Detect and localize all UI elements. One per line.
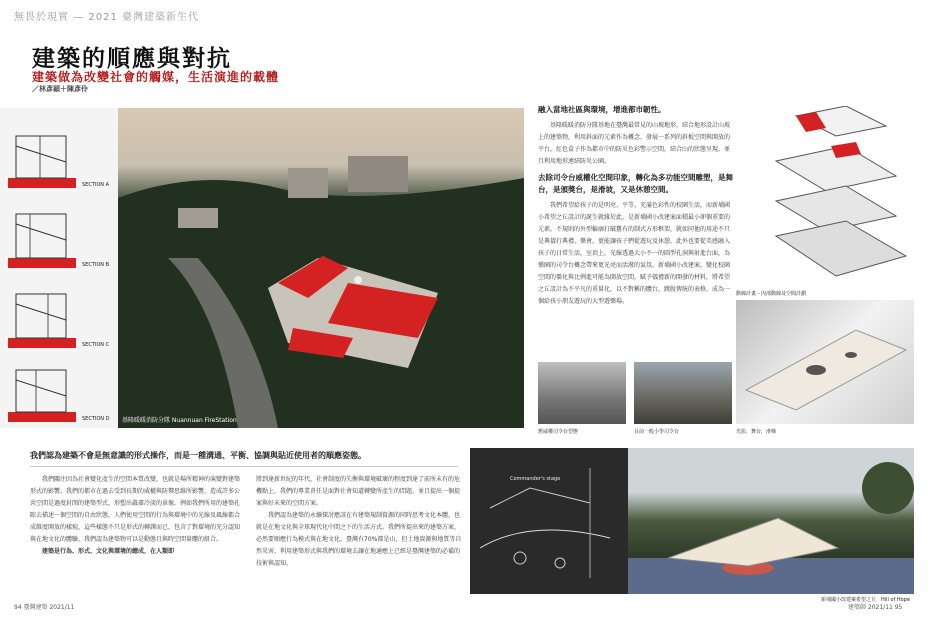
right-paragraph-2: 我們希望給孩子的是明亮、平等、充滿色彩性的校園生活，而新埔國小希望之丘設計的誕生就緣於此，是新埔國小改建案面積最小卻個重要的元素。不規則的外型輪廓打破舊有的制式方形框架，就如同他的用途不只是典儀行典禮、樂會，更能讓孩子們從遊玩及休憩。此外也要從美感融入孩子的日常生活，室頂上，光線透過大小不一的圓型孔洞與射進台面，為樂園的司令台概念帶來更光亮而活潑的氣氛。新埔國小改建案，變化校園空間的僵化與比例進可能為開放空間，賦予儀禮新的開發的材料，將希望之丘設計為不平凡的重量化，以不對稱的體台，跳脫傳統的表格，成為一個給孩小朋友遊玩的大型遊樂場。 bbox=[538, 202, 731, 305]
folio-right: 建築師 2021/11 95 bbox=[848, 604, 903, 611]
article-subtitle: 建築做為改變社會的觸媒，生活演進的載體 bbox=[32, 70, 280, 84]
model-photo bbox=[736, 300, 914, 424]
section-b-label: SECTION B bbox=[82, 262, 110, 268]
model-shape bbox=[736, 300, 914, 424]
right-paragraph-1: 基隆暖暖消防分隊基地在臺灣最常見的山坡地形，結合地形設計山坡上的建築物，利用斜面的元素作為概念，發展一系列的斜板空間與開放的平台。紅色盒子作為都市中的防災色彩警示空間，結合山的狀態呈現，並且利用地形連結防災公園。 bbox=[538, 122, 731, 165]
article-author: ／林彥穎＋陳彥伶 bbox=[32, 85, 88, 93]
article-title: 建築的順應與對抗 bbox=[32, 46, 232, 72]
exploded-axon bbox=[736, 106, 914, 286]
quote-rule bbox=[30, 466, 458, 467]
sketch-panel bbox=[470, 448, 628, 594]
col1-paragraph-1: 我們關注因為社會變化產生的空間本質改變，也就是場所精神的演變對建築形式的影響。我們的都市在過去受到長期的威權與防禦思維所影響，造成許多公共空間是過度封閉的建築型式，形塑出嚴肅冷淡的景像。例如我們所用的建築孔隙去描述一個空間的自由狀態，人們使用空間的行為與環境中的光線及風線都合成維度開放的樣貌，這些樣態不只是形式的轉譯而已，包含了對環境的充分認知與在地文化的體驗。我們認為建築物可以是動態且與時空間量體的組合。 bbox=[30, 476, 241, 543]
col2-paragraph-2: 我們認為建築的永續探討應該在有建築規制資源的同時思考文化本體，也就是在地文化與全球現代化中間之下的生活方式。我們所提出來的建築方案，必然要順應行為模式與在地文化，臺灣有70%都是山，但土地資源與地質等自然災害，利用建築形式與我們的環境去讓在地適應上已經是臺灣建築的必備的技術與認知。 bbox=[256, 512, 462, 567]
model-caption: 光影，舞台，滑梯 bbox=[736, 429, 777, 435]
col1-paragraph-2: 建築是行為、形式、文化與環境的總成，在人類即 bbox=[42, 548, 175, 555]
section-heading-2: 去除司令台威權化空間印象，轉化為多功能空間雕塑，是舞台，是頒獎台，是滑坡，又是休憩空間。 bbox=[538, 173, 733, 194]
section-c-label: SECTION C bbox=[82, 342, 110, 348]
photo-current-stage bbox=[634, 362, 732, 424]
sketch-drawing bbox=[470, 448, 628, 594]
right-text-col bbox=[538, 104, 734, 308]
photo-old-stage bbox=[538, 362, 626, 424]
axon-caption: 動線計畫－內部動線及空間計劃 bbox=[736, 291, 807, 297]
hero-caption: 基隆暖暖消防分隊 Nuannuan FireStation bbox=[122, 417, 237, 424]
section-drawings bbox=[0, 108, 118, 428]
section-a-label: SECTION A bbox=[82, 182, 110, 188]
bottom-photo-caption: 新埔國小改建案希望之丘 Hill of Hope bbox=[821, 597, 910, 603]
body-col-2 bbox=[256, 474, 462, 570]
photo-old-stage-caption: 舊威權司令台型態 bbox=[538, 429, 579, 435]
sketch-label: Commander's stage bbox=[510, 476, 561, 482]
hero-photo bbox=[118, 108, 524, 428]
aerial-scene bbox=[118, 108, 524, 428]
axon-drawing bbox=[736, 106, 914, 286]
col2-paragraph-1: 將到達新世紀的年代，社會制度的失衡與環境破壞的程度到達了前所未有的危機點上，我們的專業責任是面對社會知道轉變所產生的問題，並且提出一個提案與好未來的空間方案。 bbox=[256, 476, 461, 507]
photo-current-stage-caption: 目前一般小學司令台 bbox=[634, 429, 680, 435]
running-header: 無畏於現實 — 2021 臺灣建築新生代 bbox=[14, 12, 199, 23]
section-d-label: SECTION D bbox=[82, 416, 110, 422]
hill-of-hope-photo bbox=[628, 448, 914, 594]
hill-scene bbox=[628, 448, 914, 594]
section-heading-1: 融入當地社區與環境，增進都市韌性。 bbox=[538, 105, 666, 114]
folio-left: 94 臺灣建築 2021/11 bbox=[14, 604, 75, 611]
body-col-1 bbox=[30, 474, 242, 558]
pull-quote: 我們認為建築不會是無意識的形式操作，而是一種溝通、平衡、協調與貼近使用者的順應姿態。 bbox=[30, 451, 366, 460]
section-diagrams bbox=[0, 108, 118, 428]
